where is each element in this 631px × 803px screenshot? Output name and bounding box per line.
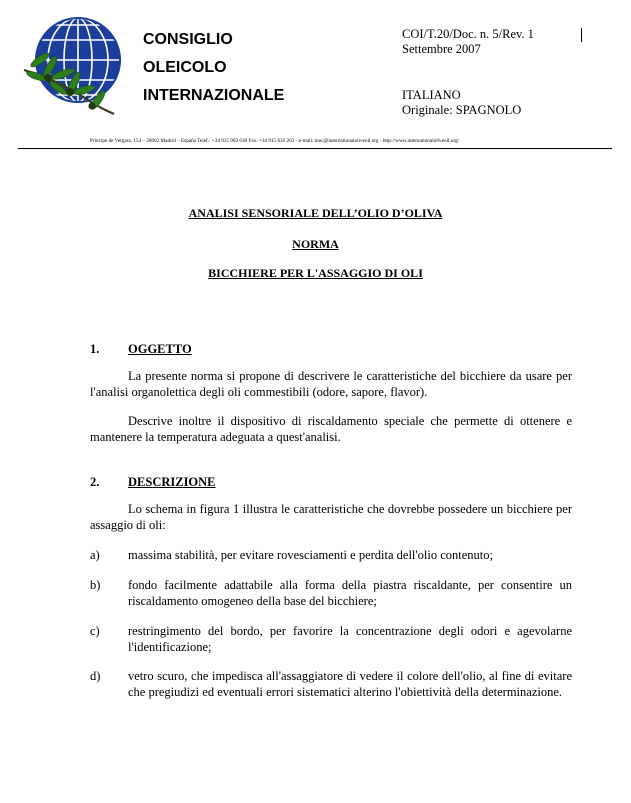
doc-date: Settembre 2007: [402, 42, 481, 56]
title-line-1: ANALISI SENSORIALE DELL’OLIO D’OLIVA: [188, 206, 443, 220]
list-item: [90, 668, 572, 700]
section-2-paragraph-1: Lo schema in figura 1 illustra le caratteristiche che dovrebbe possedere un bicchiere per assaggio di oli:: [90, 502, 572, 532]
section-1-paragraph-2: Descrive inoltre il dispositivo di riscaldamento speciale che permette di ottenere e mantenere la temperatura adeguata a quest'analisi.: [90, 414, 572, 444]
text-cursor: [581, 28, 582, 42]
document-reference: [402, 27, 534, 57]
coi-logo: [18, 10, 130, 118]
section-2-number: 2.: [90, 475, 100, 489]
list-item-letter: d): [90, 669, 101, 683]
org-line-3: INTERNAZIONALE: [143, 87, 285, 104]
language: ITALIANO: [402, 88, 461, 102]
list-item-text: restringimento del bordo, per favorire la concentrazione degli odori e agevolarne l'identificazione;: [128, 624, 572, 654]
section-1-number: 1.: [90, 342, 100, 356]
list-item: [90, 623, 572, 655]
list-item: [90, 577, 572, 609]
section-2-title: DESCRIZIONE: [128, 475, 216, 489]
list-item: [90, 547, 572, 563]
list-item-text: fondo facilmente adattabile alla forma della piastra riscaldante, per consentire un riscaldamento omogeneo della base del bicchiere;: [128, 578, 572, 608]
globe-olive-branch-icon: [18, 10, 130, 118]
org-line-1: CONSIGLIO: [143, 31, 233, 48]
list-item-text: vetro scuro, che impedisca all'assaggiatore di vedere il colore dell'olio, al fine di evitare che pregiudizi ed eventuali errori sistematici alterino l'obiettività della determinazione.: [128, 669, 572, 699]
header-divider: [18, 148, 612, 149]
title-line-2: NORMA: [292, 237, 339, 251]
doc-number: COI/T.20/Doc. n. 5/Rev. 1: [402, 27, 534, 41]
list-item-letter: a): [90, 548, 100, 562]
list-item-letter: b): [90, 578, 101, 592]
original-language: Originale: SPAGNOLO: [402, 103, 522, 117]
title-line-3: BICCHIERE PER L'ASSAGGIO DI OLI: [208, 266, 423, 280]
list-item-letter: c): [90, 624, 100, 638]
section-1-title: OGGETTO: [128, 342, 192, 356]
language-info: [402, 88, 521, 118]
list-item-text: massima stabilità, per evitare rovesciamenti e perdita dell'olio contenuto;: [128, 548, 493, 562]
section-2-heading: [90, 475, 216, 490]
org-line-2: OLEICOLO: [143, 59, 227, 76]
address-line: Príncipe de Vergara, 154 – 28002 Madrid – España Telef.: +34 915 903 638 Fax: +34 915 631 263 - e-mail: iooc@internationaloliveoil.org - http://www.internationaloliveoil.org/: [90, 138, 460, 144]
section-1-paragraph-1: La presente norma si propone di descrivere le caratteristiche del bicchiere da usare per l'analisi organolettica degli oli commestibili (odore, sapore, flavor).: [90, 369, 572, 399]
section-1-heading: [90, 342, 192, 357]
organization-name: [143, 26, 284, 110]
